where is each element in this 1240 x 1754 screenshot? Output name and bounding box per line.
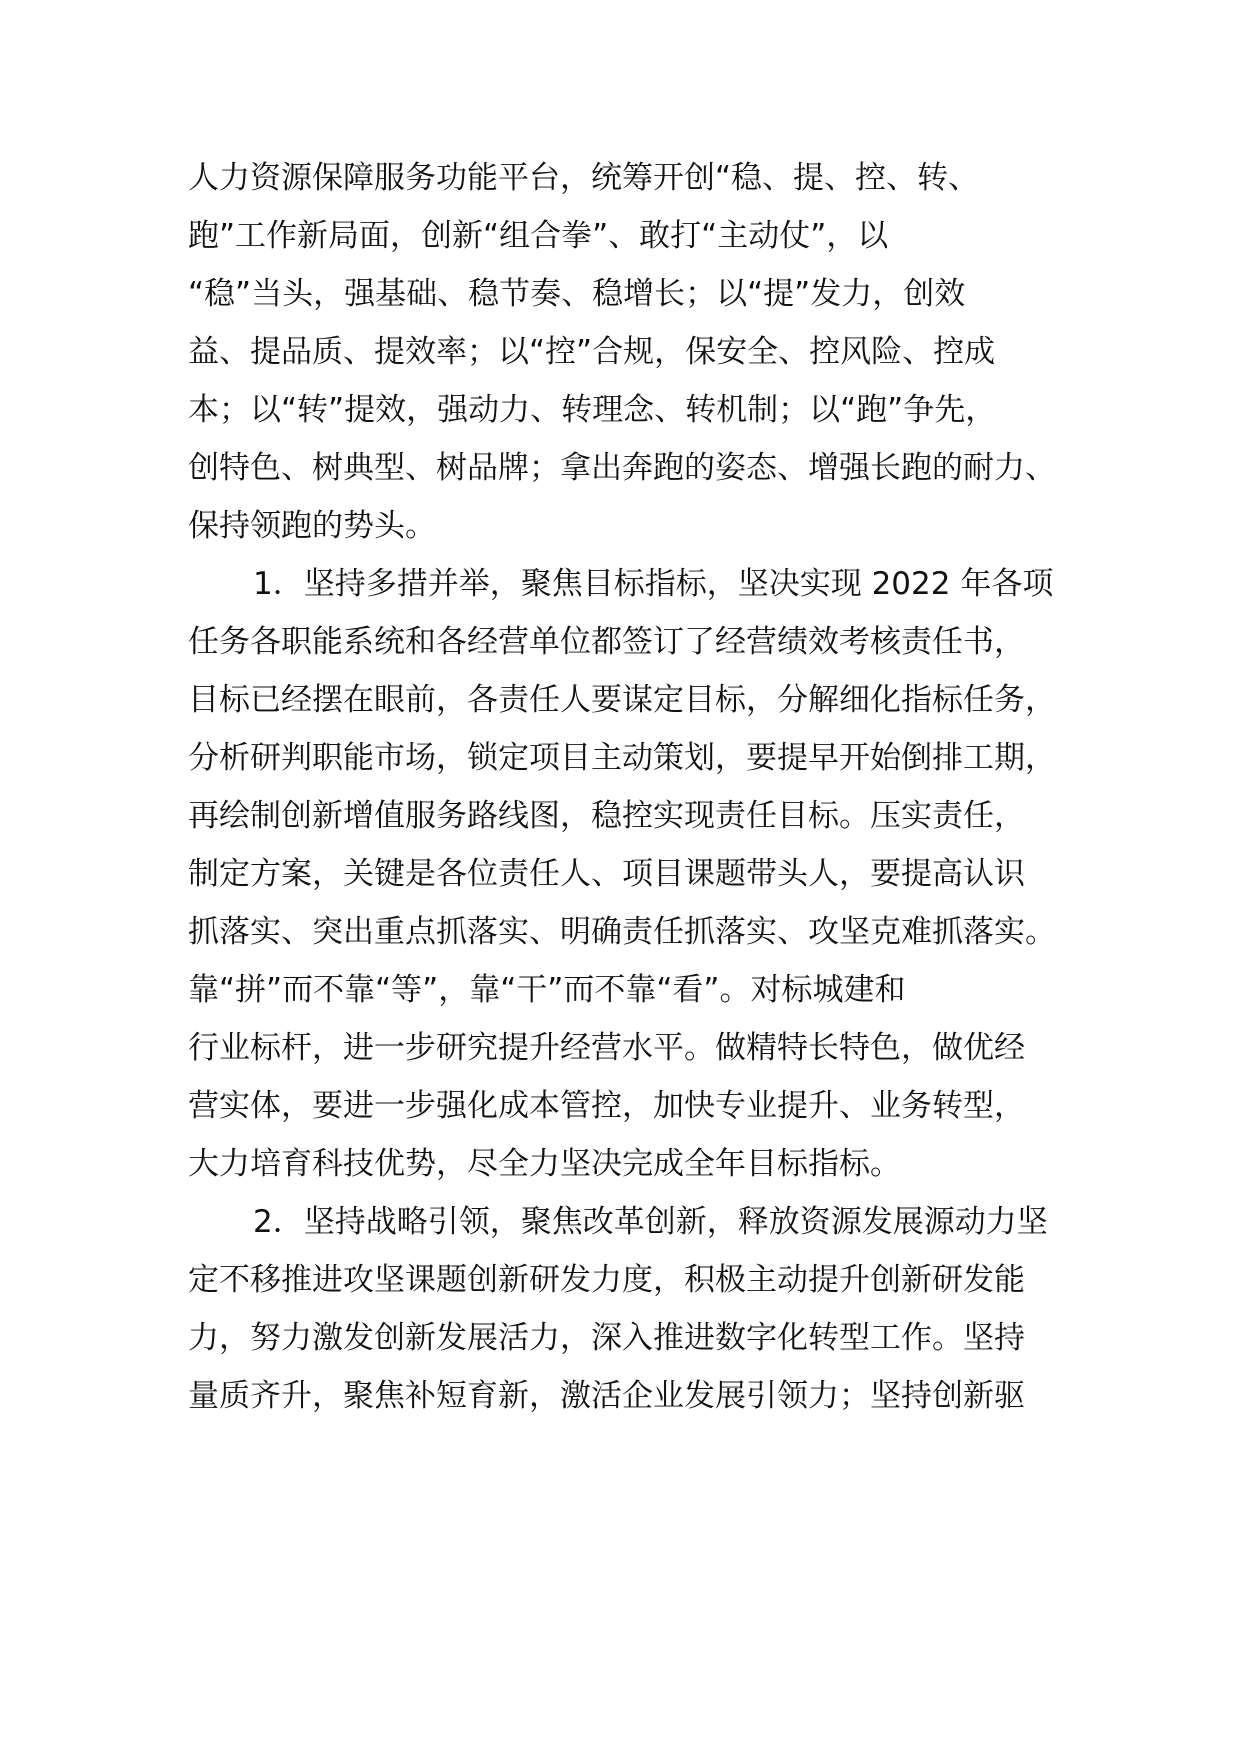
text-line: 跑”工作新局面，创新“组合拳”、敢打“主动仗”，以 [188,218,889,254]
text-line: 本；以“转”提效，强动力、转理念、转机制；以“跑”争先， [188,392,997,428]
text-line: 营实体，要进一步强化成本管控，加快专业提升、业务转型， [188,1088,1025,1124]
text-line: 人力资源保障服务功能平台，统筹开创“稳、提、控、转、 [188,160,980,196]
text-line: 量质齐升，聚焦补短育新，激活企业发展引领力；坚持创新驱 [188,1378,1025,1414]
text-line: 分析研判职能市场，锁定项目主动策划，要提早开始倒排工期， [188,740,1056,776]
text-line: 行业标杆，进一步研究提升经营水平。做精特长特色，做优经 [188,1030,1025,1066]
text-line: 创特色、树典型、树品牌；拿出奔跑的姿态、增强长跑的耐力、 [188,450,1056,486]
text-line: 靠“拼”而不靠“等”，靠“干”而不靠“看”。对标城建和 [188,972,906,1008]
text-line: 力，努力激发创新发展活力，深入推进数字化转型工作。坚持 [188,1320,1025,1356]
text-line: “稳”当头，强基础、稳节奏、稳增长；以“提”发力，创效 [188,276,966,312]
paragraph-1-first-line: 1．坚持多措并举，聚焦目标指标，坚决实现 2022 年各项 [253,566,1054,602]
text-line: 制定方案，关键是各位责任人、项目课题带头人，要提高认识 [188,856,1025,892]
text-line: 抓落实、突出重点抓落实、明确责任抓落实、攻坚克难抓落实。 [188,914,1056,950]
text-line: 再绘制创新增值服务路线图，稳控实现责任目标。压实责任， [188,798,1025,834]
text-line: 目标已经摆在眼前，各责任人要谋定目标，分解细化指标任务， [188,682,1056,718]
text-line: 益、提品质、提效率；以“控”合规，保安全、控风险、控成 [188,334,996,370]
text-line: 大力培育科技优势，尽全力坚决完成全年目标指标。 [188,1146,901,1182]
paragraph-2-first-line: 2．坚持战略引领，聚焦改革创新，释放资源发展源动力坚 [253,1204,1048,1240]
text-line: 定不移推进攻坚课题创新研发力度，积极主动提升创新研发能 [188,1262,1025,1298]
text-line: 保持领跑的势头。 [188,508,436,544]
text-line: 任务各职能系统和各经营单位都签订了经营绩效考核责任书， [188,624,1025,660]
